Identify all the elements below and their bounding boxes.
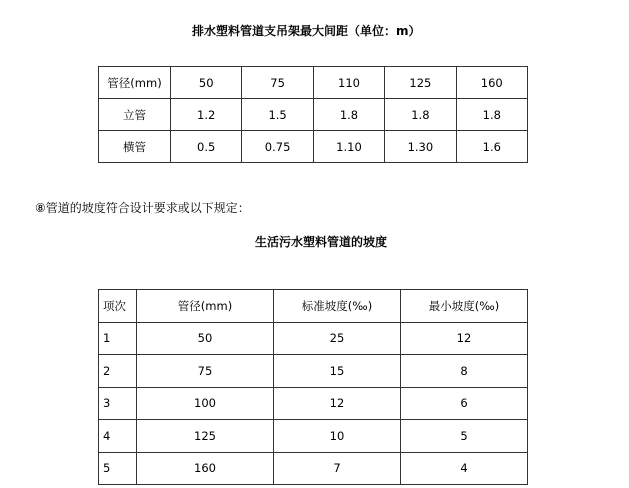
table-cell: 6 (401, 387, 528, 420)
support-spacing-table (98, 66, 528, 163)
table-cell: 5 (401, 420, 528, 453)
table-cell: 1.6 (456, 131, 527, 163)
table-cell: 0.75 (242, 131, 313, 163)
note-text: 管道的坡度符合设计要求或以下规定： (45, 201, 250, 215)
header-cell: 50 (171, 67, 242, 99)
table-row (99, 387, 528, 420)
header-cell: 标准坡度(‰) (274, 290, 401, 323)
table-cell: 4 (401, 452, 528, 485)
table-cell: 0.5 (171, 131, 242, 163)
header-cell: 最小坡度(‰) (401, 290, 528, 323)
table-cell: 1.5 (242, 99, 313, 131)
header-cell: 项次 (99, 290, 137, 323)
table-cell: 125 (137, 420, 274, 453)
header-cell: 110 (313, 67, 384, 99)
table-cell: 3 (99, 387, 137, 420)
table-cell: 10 (274, 420, 401, 453)
table1-title: 排水塑料管道支吊架最大间距（单位：m） (192, 24, 421, 38)
table-cell: 4 (99, 420, 137, 453)
table-row (99, 99, 528, 131)
table-row (99, 131, 528, 163)
table-cell: 100 (137, 387, 274, 420)
header-cell: 125 (385, 67, 456, 99)
table-cell: 1.8 (385, 99, 456, 131)
header-cell: 160 (456, 67, 527, 99)
table-cell: 1.2 (171, 99, 242, 131)
table-row (99, 322, 528, 355)
header-row (99, 290, 528, 323)
table-cell: 立管 (99, 99, 171, 131)
table-row (99, 452, 528, 485)
table-cell: 1.30 (385, 131, 456, 163)
table-cell: 50 (137, 322, 274, 355)
table-cell: 5 (99, 452, 137, 485)
table-cell: 12 (401, 322, 528, 355)
table-cell: 160 (137, 452, 274, 485)
table-cell: 7 (274, 452, 401, 485)
table-cell: 1.8 (456, 99, 527, 131)
table-cell: 1.10 (313, 131, 384, 163)
table-cell: 1 (99, 322, 137, 355)
slope-note (35, 199, 250, 216)
table-cell: 12 (274, 387, 401, 420)
pipe-slope-table (98, 289, 528, 485)
list-marker-icon: ⑧ (35, 201, 46, 215)
header-cell: 75 (242, 67, 313, 99)
table-cell: 2 (99, 355, 137, 388)
header-cell: 管径(mm) (137, 290, 274, 323)
table-cell: 75 (137, 355, 274, 388)
table-cell: 横管 (99, 131, 171, 163)
table2-title: 生活污水塑料管道的坡度 (255, 235, 388, 249)
table-row (99, 420, 528, 453)
header-row (99, 67, 528, 99)
table-cell: 25 (274, 322, 401, 355)
table-row (99, 355, 528, 388)
table-cell: 8 (401, 355, 528, 388)
table-cell: 15 (274, 355, 401, 388)
header-cell: 管径(mm) (99, 67, 171, 99)
table-cell: 1.8 (313, 99, 384, 131)
